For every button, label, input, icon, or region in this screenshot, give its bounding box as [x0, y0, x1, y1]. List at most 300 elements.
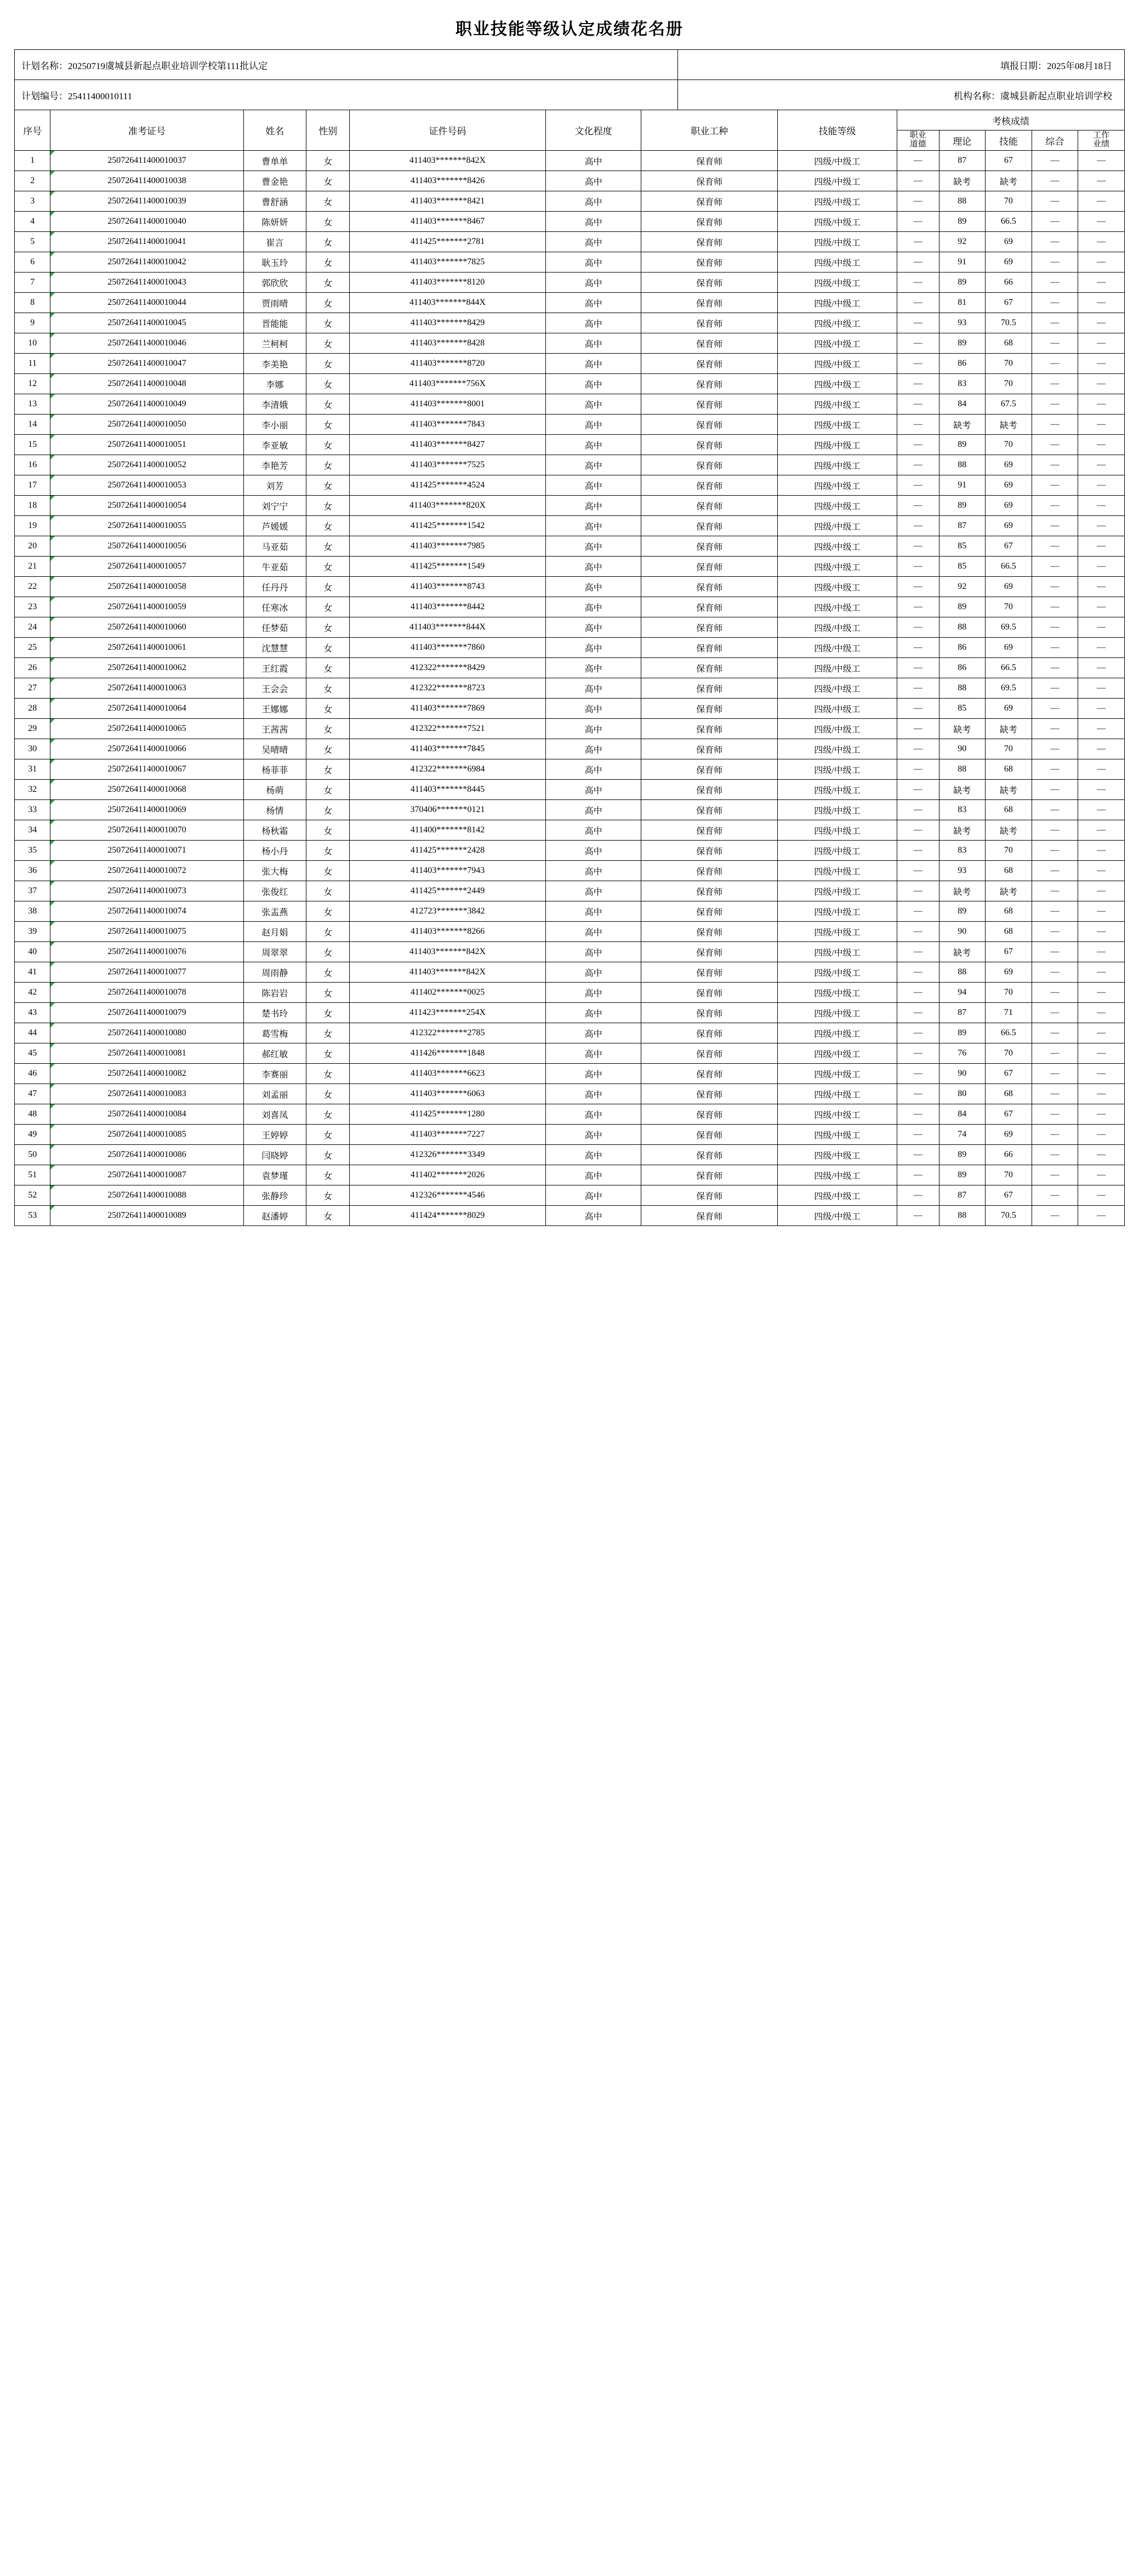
cell-work-performance: — [1078, 455, 1125, 475]
cell-name: 闫晓婷 [243, 1145, 306, 1165]
cell-id-no: 411403*******7843 [350, 415, 546, 435]
cell-theory: 84 [939, 394, 986, 415]
cell-comprehensive: — [1032, 678, 1078, 699]
cell-education: 高中 [545, 1185, 641, 1206]
cell-work-performance: — [1078, 557, 1125, 577]
cell-level: 四级/中级工 [777, 212, 897, 232]
cell-ethics: — [897, 780, 939, 800]
cell-work-performance: — [1078, 1003, 1125, 1023]
cell-comprehensive: — [1032, 313, 1078, 333]
cell-ethics: — [897, 1206, 939, 1226]
cell-ethics: — [897, 901, 939, 922]
cell-name: 李艳芳 [243, 455, 306, 475]
table-body [15, 151, 1125, 1226]
cell-id-no: 411403*******6623 [350, 1064, 546, 1084]
cell-skill: 66.5 [986, 557, 1032, 577]
cell-work-performance: — [1078, 1185, 1125, 1206]
cell-index: 34 [15, 820, 50, 841]
table-row [15, 901, 1125, 922]
cell-id-no: 411424*******8029 [350, 1206, 546, 1226]
cell-education: 高中 [545, 394, 641, 415]
cell-occupation: 保育师 [641, 333, 777, 354]
cell-gender: 女 [306, 841, 350, 861]
cell-comprehensive: — [1032, 820, 1078, 841]
cell-ethics: — [897, 739, 939, 759]
cell-level: 四级/中级工 [777, 922, 897, 942]
cell-education: 高中 [545, 841, 641, 861]
cell-gender: 女 [306, 394, 350, 415]
table-row [15, 942, 1125, 962]
cell-id-no: 412322*******7521 [350, 719, 546, 739]
cell-comprehensive: — [1032, 1043, 1078, 1064]
cell-comprehensive: — [1032, 394, 1078, 415]
cell-skill: 缺考 [986, 171, 1032, 191]
header-score-group: 考核成绩 [897, 110, 1125, 130]
cell-theory: 89 [939, 1165, 986, 1185]
cell-index: 40 [15, 942, 50, 962]
cell-gender: 女 [306, 1206, 350, 1226]
cell-occupation: 保育师 [641, 820, 777, 841]
cell-ethics: — [897, 759, 939, 780]
cell-theory: 89 [939, 333, 986, 354]
cell-index: 9 [15, 313, 50, 333]
cell-level: 四级/中级工 [777, 841, 897, 861]
cell-theory: 缺考 [939, 881, 986, 901]
cell-occupation: 保育师 [641, 171, 777, 191]
cell-skill: 70 [986, 841, 1032, 861]
cell-education: 高中 [545, 759, 641, 780]
cell-skill: 67 [986, 536, 1032, 557]
cell-gender: 女 [306, 151, 350, 171]
cell-work-performance: — [1078, 983, 1125, 1003]
cell-occupation: 保育师 [641, 293, 777, 313]
cell-gender: 女 [306, 1145, 350, 1165]
cell-gender: 女 [306, 678, 350, 699]
cell-occupation: 保育师 [641, 699, 777, 719]
cell-name: 赵潘婷 [243, 1206, 306, 1226]
cell-work-performance: — [1078, 475, 1125, 496]
cell-education: 高中 [545, 516, 641, 536]
cell-exam-no: 250726411400010044 [50, 293, 243, 313]
cell-level: 四级/中级工 [777, 739, 897, 759]
cell-level: 四级/中级工 [777, 435, 897, 455]
cell-occupation: 保育师 [641, 841, 777, 861]
cell-id-no: 411403*******820X [350, 496, 546, 516]
table-row [15, 800, 1125, 820]
cell-occupation: 保育师 [641, 962, 777, 983]
cell-occupation: 保育师 [641, 1043, 777, 1064]
cell-ethics: — [897, 232, 939, 252]
cell-ethics: — [897, 273, 939, 293]
cell-skill: 70 [986, 983, 1032, 1003]
cell-work-performance: — [1078, 496, 1125, 516]
cell-occupation: 保育师 [641, 394, 777, 415]
cell-skill: 69 [986, 252, 1032, 273]
cell-index: 53 [15, 1206, 50, 1226]
cell-gender: 女 [306, 861, 350, 881]
table-row [15, 1043, 1125, 1064]
cell-ethics: — [897, 313, 939, 333]
cell-comprehensive: — [1032, 759, 1078, 780]
cell-level: 四级/中级工 [777, 901, 897, 922]
cell-index: 26 [15, 658, 50, 678]
cell-exam-no: 250726411400010080 [50, 1023, 243, 1043]
cell-gender: 女 [306, 1104, 350, 1125]
cell-gender: 女 [306, 557, 350, 577]
cell-ethics: — [897, 800, 939, 820]
cell-id-no: 411403*******7869 [350, 699, 546, 719]
cell-gender: 女 [306, 983, 350, 1003]
cell-name: 李小丽 [243, 415, 306, 435]
cell-occupation: 保育师 [641, 1023, 777, 1043]
cell-name: 崔言 [243, 232, 306, 252]
cell-skill: 67 [986, 1064, 1032, 1084]
cell-index: 32 [15, 780, 50, 800]
cell-gender: 女 [306, 901, 350, 922]
cell-comprehensive: — [1032, 800, 1078, 820]
cell-id-no: 412723*******3842 [350, 901, 546, 922]
cell-index: 6 [15, 252, 50, 273]
table-row [15, 1003, 1125, 1023]
table-row [15, 151, 1125, 171]
report-date-cell [678, 50, 1125, 80]
cell-level: 四级/中级工 [777, 293, 897, 313]
cell-ethics: — [897, 1003, 939, 1023]
cell-work-performance: — [1078, 820, 1125, 841]
cell-exam-no: 250726411400010077 [50, 962, 243, 983]
header-ethics: 职业 道德 [897, 130, 939, 151]
cell-exam-no: 250726411400010079 [50, 1003, 243, 1023]
cell-index: 29 [15, 719, 50, 739]
cell-education: 高中 [545, 374, 641, 394]
cell-gender: 女 [306, 171, 350, 191]
cell-skill: 69 [986, 962, 1032, 983]
cell-education: 高中 [545, 942, 641, 962]
cell-comprehensive: — [1032, 617, 1078, 638]
cell-skill: 70 [986, 354, 1032, 374]
cell-index: 13 [15, 394, 50, 415]
header-work-performance: 工作 业绩 [1078, 130, 1125, 151]
cell-work-performance: — [1078, 881, 1125, 901]
cell-name: 刘喜凤 [243, 1104, 306, 1125]
cell-theory: 缺考 [939, 171, 986, 191]
cell-gender: 女 [306, 1084, 350, 1104]
cell-name: 李娜 [243, 374, 306, 394]
table-row [15, 333, 1125, 354]
cell-education: 高中 [545, 901, 641, 922]
cell-level: 四级/中级工 [777, 597, 897, 617]
cell-gender: 女 [306, 1023, 350, 1043]
cell-education: 高中 [545, 699, 641, 719]
cell-education: 高中 [545, 252, 641, 273]
cell-work-performance: — [1078, 638, 1125, 658]
cell-theory: 89 [939, 435, 986, 455]
cell-level: 四级/中级工 [777, 780, 897, 800]
cell-occupation: 保育师 [641, 252, 777, 273]
cell-skill: 68 [986, 901, 1032, 922]
cell-occupation: 保育师 [641, 1125, 777, 1145]
cell-ethics: — [897, 1165, 939, 1185]
cell-gender: 女 [306, 617, 350, 638]
cell-index: 35 [15, 841, 50, 861]
cell-index: 23 [15, 597, 50, 617]
cell-theory: 91 [939, 252, 986, 273]
cell-ethics: — [897, 597, 939, 617]
table-row [15, 780, 1125, 800]
cell-comprehensive: — [1032, 415, 1078, 435]
cell-ethics: — [897, 333, 939, 354]
cell-index: 12 [15, 374, 50, 394]
cell-id-no: 411403*******8421 [350, 191, 546, 212]
cell-index: 2 [15, 171, 50, 191]
cell-skill: 67 [986, 293, 1032, 313]
cell-occupation: 保育师 [641, 151, 777, 171]
header-gender: 性别 [306, 110, 350, 151]
cell-theory: 86 [939, 658, 986, 678]
cell-gender: 女 [306, 962, 350, 983]
cell-id-no: 412322*******6984 [350, 759, 546, 780]
cell-gender: 女 [306, 313, 350, 333]
cell-skill: 68 [986, 333, 1032, 354]
cell-index: 11 [15, 354, 50, 374]
cell-id-no: 411403*******842X [350, 962, 546, 983]
cell-index: 8 [15, 293, 50, 313]
table-row [15, 1165, 1125, 1185]
cell-name: 张大梅 [243, 861, 306, 881]
cell-gender: 女 [306, 475, 350, 496]
cell-skill: 66.5 [986, 658, 1032, 678]
cell-name: 葛雪梅 [243, 1023, 306, 1043]
cell-exam-no: 250726411400010076 [50, 942, 243, 962]
cell-ethics: — [897, 881, 939, 901]
cell-education: 高中 [545, 1104, 641, 1125]
cell-education: 高中 [545, 638, 641, 658]
header-occupation: 职业工种 [641, 110, 777, 151]
cell-exam-no: 250726411400010042 [50, 252, 243, 273]
cell-gender: 女 [306, 881, 350, 901]
cell-occupation: 保育师 [641, 1145, 777, 1165]
cell-exam-no: 250726411400010066 [50, 739, 243, 759]
cell-theory: 88 [939, 1206, 986, 1226]
cell-work-performance: — [1078, 151, 1125, 171]
cell-education: 高中 [545, 1003, 641, 1023]
cell-gender: 女 [306, 374, 350, 394]
cell-education: 高中 [545, 780, 641, 800]
cell-comprehensive: — [1032, 232, 1078, 252]
cell-education: 高中 [545, 1064, 641, 1084]
cell-education: 高中 [545, 962, 641, 983]
cell-skill: 67.5 [986, 394, 1032, 415]
cell-gender: 女 [306, 516, 350, 536]
cell-name: 杨秋霜 [243, 820, 306, 841]
cell-gender: 女 [306, 577, 350, 597]
cell-gender: 女 [306, 699, 350, 719]
cell-index: 46 [15, 1064, 50, 1084]
cell-id-no: 411403*******8743 [350, 577, 546, 597]
table-row [15, 252, 1125, 273]
cell-level: 四级/中级工 [777, 354, 897, 374]
cell-skill: 70 [986, 1043, 1032, 1064]
cell-index: 1 [15, 151, 50, 171]
cell-ethics: — [897, 658, 939, 678]
cell-theory: 74 [939, 1125, 986, 1145]
cell-id-no: 411403*******842X [350, 942, 546, 962]
cell-id-no: 411403*******8427 [350, 435, 546, 455]
plan-code-cell [15, 80, 678, 110]
cell-exam-no: 250726411400010045 [50, 313, 243, 333]
cell-education: 高中 [545, 151, 641, 171]
cell-work-performance: — [1078, 1084, 1125, 1104]
cell-occupation: 保育师 [641, 475, 777, 496]
cell-occupation: 保育师 [641, 273, 777, 293]
cell-work-performance: — [1078, 435, 1125, 455]
cell-theory: 83 [939, 800, 986, 820]
table-row [15, 759, 1125, 780]
cell-work-performance: — [1078, 962, 1125, 983]
cell-index: 17 [15, 475, 50, 496]
cell-theory: 85 [939, 699, 986, 719]
cell-skill: 69.5 [986, 617, 1032, 638]
cell-exam-no: 250726411400010078 [50, 983, 243, 1003]
cell-name: 贾雨晴 [243, 293, 306, 313]
cell-occupation: 保育师 [641, 759, 777, 780]
cell-ethics: — [897, 861, 939, 881]
cell-occupation: 保育师 [641, 881, 777, 901]
cell-theory: 89 [939, 273, 986, 293]
cell-exam-no: 250726411400010050 [50, 415, 243, 435]
cell-exam-no: 250726411400010041 [50, 232, 243, 252]
cell-level: 四级/中级工 [777, 415, 897, 435]
cell-education: 高中 [545, 171, 641, 191]
cell-gender: 女 [306, 638, 350, 658]
cell-level: 四级/中级工 [777, 800, 897, 820]
cell-work-performance: — [1078, 191, 1125, 212]
cell-level: 四级/中级工 [777, 1125, 897, 1145]
cell-name: 袁梦瑾 [243, 1165, 306, 1185]
cell-index: 3 [15, 191, 50, 212]
cell-work-performance: — [1078, 354, 1125, 374]
cell-skill: 71 [986, 1003, 1032, 1023]
org-name-value: 虞城县新起点职业培训学校 [1000, 90, 1112, 101]
cell-occupation: 保育师 [641, 901, 777, 922]
cell-education: 高中 [545, 861, 641, 881]
cell-index: 25 [15, 638, 50, 658]
cell-education: 高中 [545, 881, 641, 901]
cell-name: 张盂燕 [243, 901, 306, 922]
cell-theory: 88 [939, 759, 986, 780]
cell-name: 杨菲菲 [243, 759, 306, 780]
cell-education: 高中 [545, 191, 641, 212]
cell-name: 马亚茹 [243, 536, 306, 557]
cell-skill: 70.5 [986, 1206, 1032, 1226]
header-skill: 技能 [986, 130, 1032, 151]
cell-skill: 缺考 [986, 415, 1032, 435]
cell-skill: 67 [986, 942, 1032, 962]
cell-gender: 女 [306, 739, 350, 759]
cell-occupation: 保育师 [641, 516, 777, 536]
cell-theory: 88 [939, 962, 986, 983]
cell-exam-no: 250726411400010055 [50, 516, 243, 536]
cell-education: 高中 [545, 475, 641, 496]
cell-occupation: 保育师 [641, 1185, 777, 1206]
cell-index: 41 [15, 962, 50, 983]
cell-level: 四级/中级工 [777, 1084, 897, 1104]
cell-id-no: 411403*******8120 [350, 273, 546, 293]
cell-index: 50 [15, 1145, 50, 1165]
cell-name: 刘宁宁 [243, 496, 306, 516]
cell-exam-no: 250726411400010046 [50, 333, 243, 354]
cell-id-no: 412322*******2785 [350, 1023, 546, 1043]
cell-exam-no: 250726411400010048 [50, 374, 243, 394]
cell-work-performance: — [1078, 171, 1125, 191]
cell-index: 30 [15, 739, 50, 759]
cell-skill: 缺考 [986, 780, 1032, 800]
cell-id-no: 412326*******3349 [350, 1145, 546, 1165]
cell-index: 48 [15, 1104, 50, 1125]
table-row [15, 577, 1125, 597]
cell-occupation: 保育师 [641, 922, 777, 942]
cell-level: 四级/中级工 [777, 516, 897, 536]
cell-occupation: 保育师 [641, 536, 777, 557]
cell-work-performance: — [1078, 1023, 1125, 1043]
cell-work-performance: — [1078, 780, 1125, 800]
cell-skill: 67 [986, 1185, 1032, 1206]
cell-gender: 女 [306, 191, 350, 212]
cell-name: 芦媛媛 [243, 516, 306, 536]
cell-comprehensive: — [1032, 516, 1078, 536]
cell-id-no: 411403*******756X [350, 374, 546, 394]
cell-ethics: — [897, 577, 939, 597]
cell-gender: 女 [306, 293, 350, 313]
cell-gender: 女 [306, 212, 350, 232]
cell-exam-no: 250726411400010083 [50, 1084, 243, 1104]
table-row [15, 1145, 1125, 1165]
cell-ethics: — [897, 638, 939, 658]
cell-gender: 女 [306, 435, 350, 455]
cell-index: 28 [15, 699, 50, 719]
cell-work-performance: — [1078, 1125, 1125, 1145]
cell-comprehensive: — [1032, 1206, 1078, 1226]
cell-ethics: — [897, 151, 939, 171]
cell-exam-no: 250726411400010082 [50, 1064, 243, 1084]
cell-exam-no: 250726411400010037 [50, 151, 243, 171]
cell-occupation: 保育师 [641, 739, 777, 759]
header-name: 姓名 [243, 110, 306, 151]
cell-level: 四级/中级工 [777, 232, 897, 252]
cell-id-no: 411403*******8442 [350, 597, 546, 617]
table-row [15, 739, 1125, 759]
cell-exam-no: 250726411400010084 [50, 1104, 243, 1125]
cell-skill: 66 [986, 273, 1032, 293]
cell-name: 任梦茹 [243, 617, 306, 638]
cell-index: 10 [15, 333, 50, 354]
cell-theory: 93 [939, 313, 986, 333]
cell-ethics: — [897, 617, 939, 638]
cell-work-performance: — [1078, 577, 1125, 597]
cell-skill: 缺考 [986, 881, 1032, 901]
meta-row-1 [15, 50, 1125, 80]
cell-exam-no: 250726411400010058 [50, 577, 243, 597]
cell-occupation: 保育师 [641, 780, 777, 800]
cell-index: 43 [15, 1003, 50, 1023]
cell-exam-no: 250726411400010052 [50, 455, 243, 475]
cell-index: 7 [15, 273, 50, 293]
cell-level: 四级/中级工 [777, 658, 897, 678]
cell-work-performance: — [1078, 374, 1125, 394]
cell-exam-no: 250726411400010057 [50, 557, 243, 577]
cell-name: 耿玉玲 [243, 252, 306, 273]
cell-ethics: — [897, 699, 939, 719]
